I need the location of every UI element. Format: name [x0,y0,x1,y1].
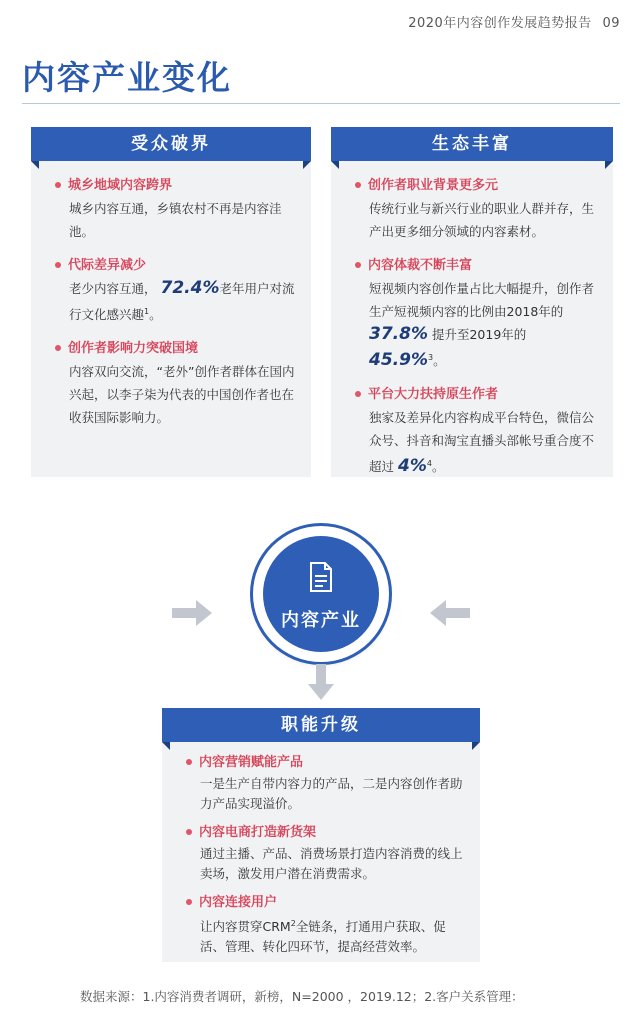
arrow-right-icon [172,600,212,626]
list-item [355,384,601,478]
arrow-left-icon [430,600,470,626]
item-heading: 城乡地域内容跨界 [68,178,173,193]
report-header [408,12,620,31]
item-heading: 内容电商打造新货架 [199,825,317,840]
highlight-value: 45.9% [369,350,428,371]
footnote-marker: 2 [290,919,296,928]
body-text: 。 [431,459,445,475]
item-heading: 创作者职业背景更多元 [368,178,499,193]
bullet-icon [55,345,61,351]
item-body [355,277,601,372]
list-item [186,892,468,957]
item-heading: 内容连接用户 [199,895,278,910]
title-divider [22,103,620,104]
card-function-title: 职能升级 [162,708,480,742]
item-body: 内容双向交流，“老外”创作者群体在国内兴起，以李子柒为代表的中国创作者也在收获国际影响力。 [69,364,295,426]
item-body [186,914,468,957]
body-text: 。 [433,353,446,369]
report-name: 2020年内容创作发展趋势报告 [408,16,592,31]
card-audience [31,127,311,477]
body-text: 老少内容互通， [69,281,157,296]
body-text: 短视频内容创作量占比大幅提升，创作者生产短视频内容的比例由2018年的 [369,281,595,319]
body-text: 提升至2019年的 [431,327,527,342]
body-text: 。 [149,307,162,323]
item-body: 通过主播、产品、消费场景打造内容消费的线上卖场，激发用户潜在消费需求。 [200,846,463,881]
arrow-down-icon [308,664,334,700]
body-text: 全链条，打通用户获取、促活、管理、转化四环节，提高经营效率。 [200,919,446,955]
item-body [355,406,601,478]
footnote-marker: 4 [426,459,432,469]
card-ecology [331,127,613,477]
bullet-icon [186,899,192,905]
item-heading: 内容营销赋能产品 [199,755,304,770]
body-text: 独家及差异化内容构成平台特色，微信公众号、抖音和淘宝直播头部帐号重合度不超过 [369,410,595,475]
card-ecology-title: 生态丰富 [331,127,613,161]
bullet-icon [355,391,361,397]
footnote-marker: 3 [427,353,434,362]
center-label: 内容产业 [281,610,361,631]
item-heading: 平台大力扶持原生作者 [368,387,499,403]
list-item [186,752,468,814]
center-hub [253,526,389,662]
bullet-icon [186,829,192,835]
item-heading: 代际差异减少 [68,258,147,273]
highlight-value: 4% [398,456,427,477]
list-item [55,338,299,429]
list-item [186,822,468,884]
document-icon [309,562,333,592]
card-audience-title: 受众破界 [31,127,311,161]
highlight-value: 72.4% [160,278,220,298]
item-heading: 内容体裁不断丰富 [368,258,473,273]
list-item [55,175,299,243]
bullet-icon [355,262,361,268]
item-body: 城乡内容互通，乡镇农村不再是内容洼池。 [69,201,282,239]
list-item [355,175,601,243]
data-source-footer: 数据来源：1.内容消费者调研，新榜，N=2000 ，2019.12；2.客户关系管理： [80,989,524,1004]
card-function [162,708,480,962]
item-body [55,277,299,326]
list-item [355,255,601,372]
bullet-icon [355,182,361,188]
item-heading: 创作者影响力突破国境 [68,341,199,357]
highlight-value: 37.8% [369,324,428,344]
bullet-icon [55,182,61,188]
body-text: 老年用户对流行文化感兴趣 [69,281,295,323]
bullet-icon [186,759,192,765]
body-text: 让内容贯穿CRM [200,919,291,935]
list-item [55,255,299,326]
footnote-marker: 1 [144,307,150,316]
page-number: 09 [602,16,620,31]
item-body: 传统行业与新兴行业的职业人群并存，生产出更多细分领域的内容素材。 [369,201,595,239]
item-body: 一是生产自带内容力的产品，二是内容创作者助力产品实现溢价。 [200,776,463,811]
page-title: 内容产业变化 [22,58,232,97]
bullet-icon [55,262,61,268]
